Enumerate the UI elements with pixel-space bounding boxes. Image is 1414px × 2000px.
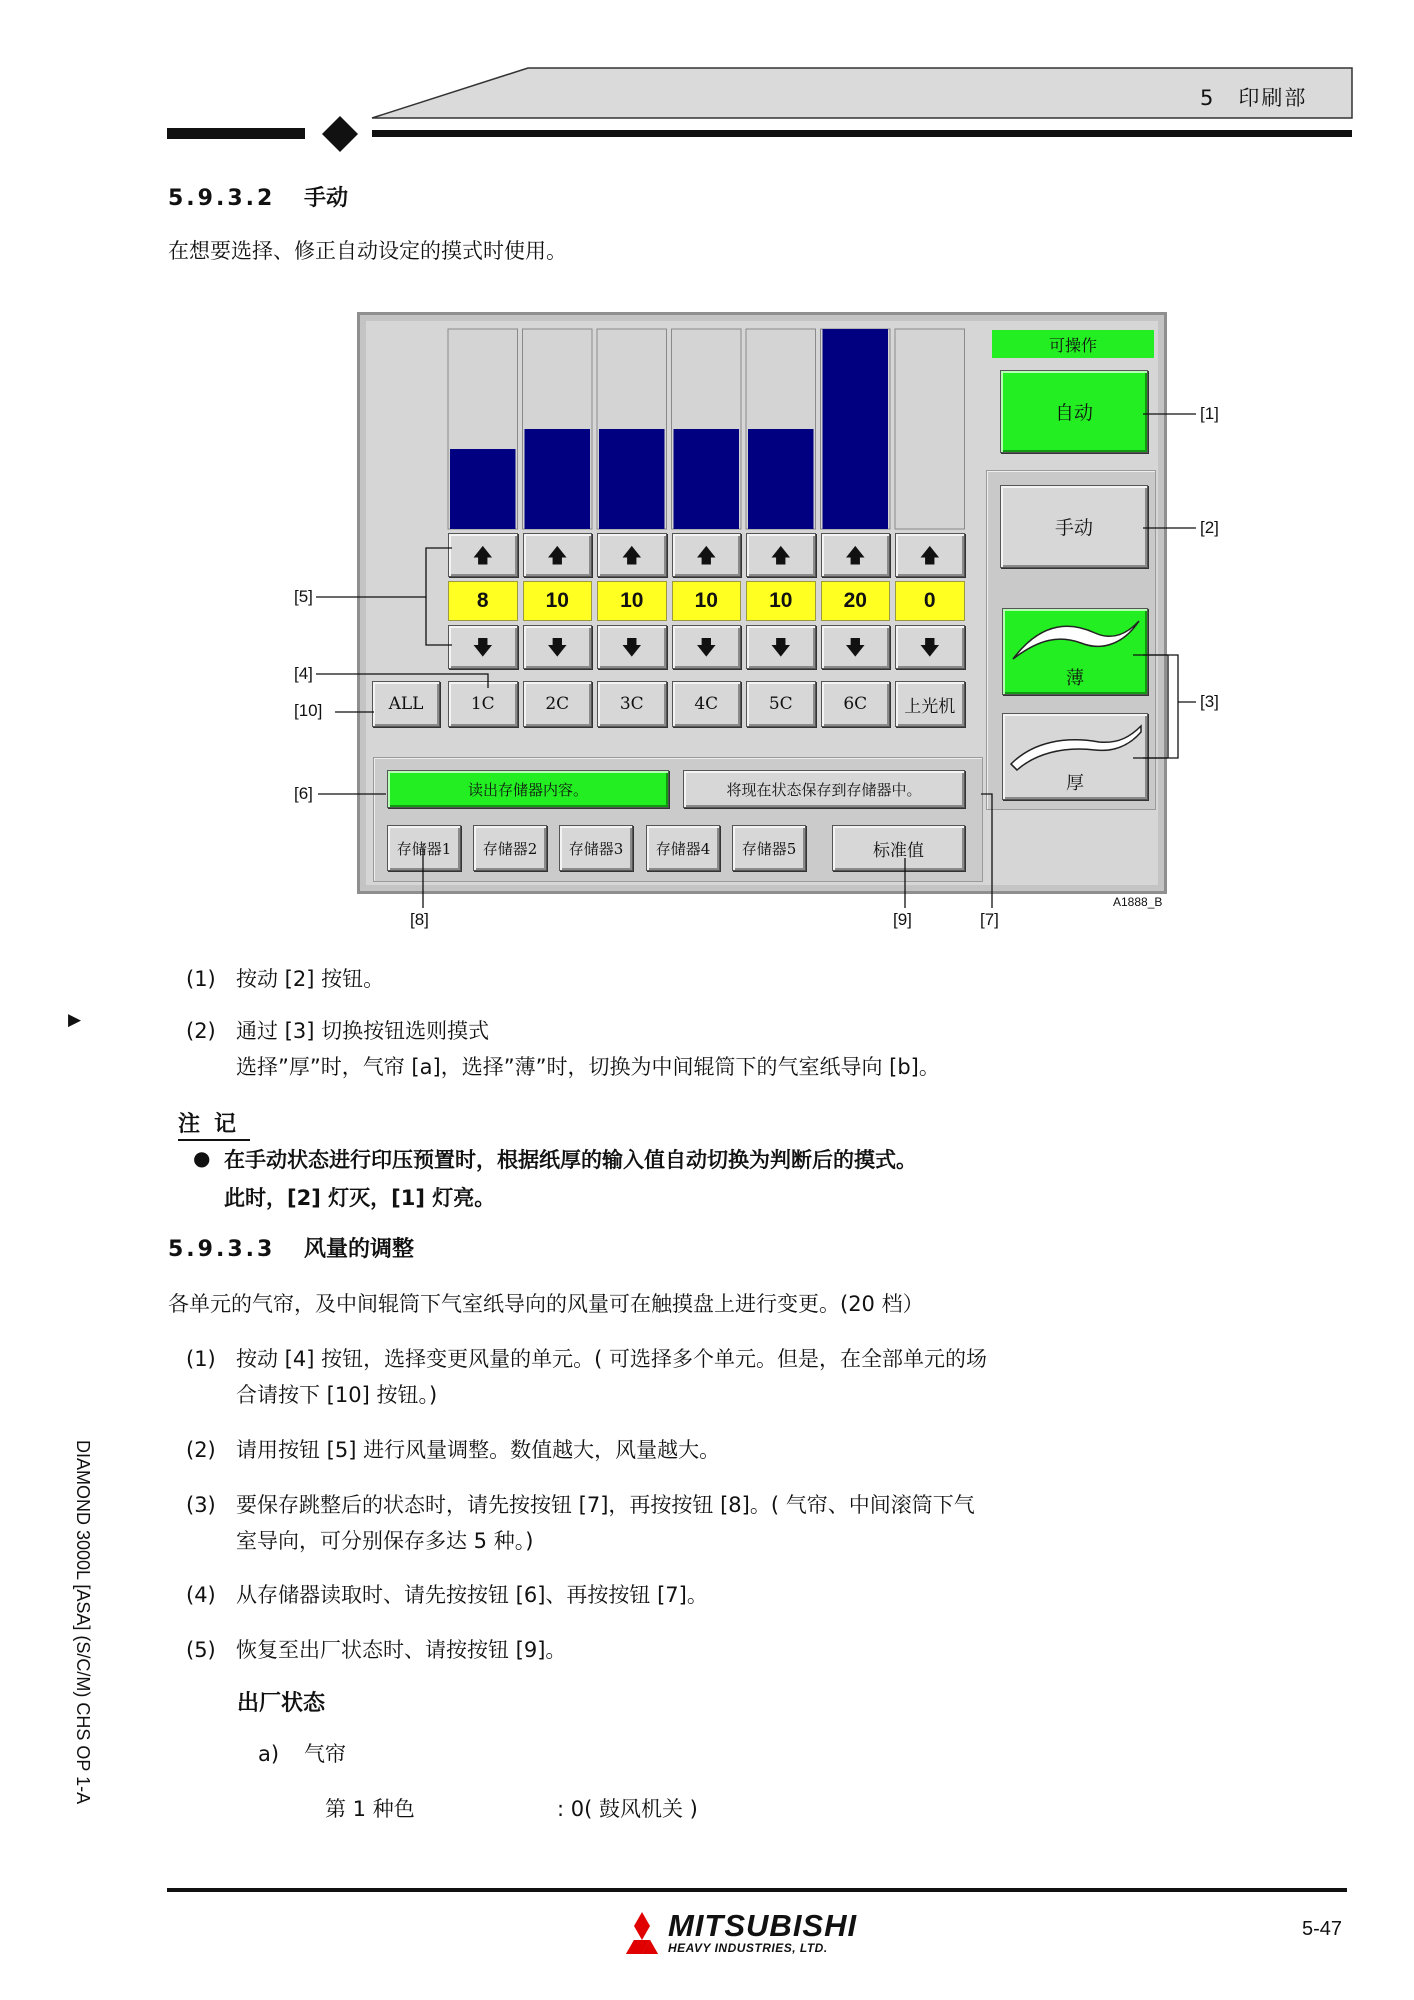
unit-button[interactable]: 3C [597,681,667,727]
arrow-up-icon: 🡅 [546,543,568,567]
memory-button[interactable]: 存储器1 [387,825,461,871]
step-number: (5) [186,1638,216,1662]
brand-name: MITSUBISHI [668,1908,858,1943]
unit-button[interactable]: 上光机 [895,681,965,727]
unit-button[interactable]: 6C [821,681,891,727]
arrow-up-icon: 🡅 [844,543,866,567]
footer-rule [167,1888,1347,1892]
item-text: 气帘 [304,1742,346,1766]
callout-9: [9] [893,910,912,929]
factory-item-a [258,1738,346,1768]
air-volume-value: 0 [895,581,965,621]
status-label: 可操作 [992,330,1154,358]
factory-state-title: 出厂状态 [237,1691,326,1716]
manual-button[interactable]: 手动 [1000,485,1148,568]
air-volume-value: 10 [597,581,667,621]
arrow-down-icon: 🡇 [546,635,568,659]
section-intro: 各单元的气帘，及中间辊筒下气室纸导向的风量可在触摸盘上进行变更。(20 档） [168,1292,924,1316]
unit-button[interactable]: 2C [523,681,593,727]
section-heading-air [168,1232,414,1263]
callout-8: [8] [410,910,429,929]
callout-7: [7] [980,910,999,929]
memory-button[interactable]: 存储器5 [732,825,806,871]
factory-row [325,1793,698,1823]
row-label: 第 1 种色 [325,1797,415,1821]
arrow-up-icon: 🡅 [621,543,643,567]
memory-button[interactable]: 存储器2 [473,825,547,871]
callout-5: [5] [294,587,313,606]
thin-label: 薄 [1066,668,1084,689]
document-code: DIAMOND 3000L [ASA] (S/C/M) CHS OP 1-A [73,1440,93,1805]
arrow-down-icon: 🡇 [695,635,717,659]
item-label: a) [258,1742,280,1766]
auto-button[interactable]: 自动 [1000,370,1148,453]
step-text: 请用按钮 [5] 进行风量调整。数值越大，风量越大。 [236,1438,721,1462]
note-line: 此时，[2] 灯灭，[1] 灯亮。 [224,1186,496,1210]
unit-button-all[interactable]: ALL [372,681,440,727]
step-text: 通过 [3] 切换按钮选则摸式 选择”厚”时，气帘 [a]，选择”薄”时，切换为中间辊筒下的气室纸导向 [b]。 [236,1019,940,1079]
step-number: (1) [186,967,216,991]
section-number: 5.9.3.2 [168,186,276,211]
unit-button[interactable]: 4C [672,681,742,727]
step-text: 恢复至出厂状态时、请按按钮 [9]。 [236,1638,567,1662]
callout-3: [3] [1200,692,1219,711]
unit-button[interactable]: 5C [746,681,816,727]
section-intro: 在想要选择、修正自动设定的摸式时使用。 [168,239,567,263]
arrow-up-icon: 🡅 [472,543,494,567]
page-number: 5-47 [1302,1918,1343,1940]
step-number: (2) [186,1019,216,1043]
figure-id: A1888_B [1113,895,1163,909]
note-bullet: ● [193,1146,211,1170]
callout-10: [10] [294,701,323,720]
arrow-down-icon: 🡇 [621,635,643,659]
section-number: 5.9.3.3 [168,1237,276,1262]
arrow-down-icon: 🡇 [844,635,866,659]
memory-button[interactable]: 存储器4 [646,825,720,871]
arrow-up-icon: 🡅 [770,543,792,567]
read-memory-button[interactable]: 读出存储器内容。 [387,770,669,808]
change-marker: ▶ [68,1010,82,1030]
thick-label: 厚 [1066,773,1084,794]
note-line: 在手动状态进行印压预置时，根据纸厚的输入值自动切换为判断后的摸式。 [224,1148,917,1172]
step-text: 按动 [2] 按钮。 [236,967,385,991]
callout-6: [6] [294,784,313,803]
standard-value-button[interactable]: 标准值 [832,825,965,871]
row-value: : 0( 鼓风机关 ) [557,1797,698,1821]
arrow-down-icon: 🡇 [919,635,941,659]
step-number: (4) [186,1583,216,1607]
chapter-title: 5 印刷部 [1200,86,1308,110]
save-memory-button[interactable]: 将现在状态保存到存储器中。 [683,770,965,808]
note-title: 注记 [178,1107,250,1141]
step-number: (3) [186,1493,216,1517]
memory-button[interactable]: 存储器3 [559,825,633,871]
section-title: 手动 [304,186,349,211]
arrow-down-icon: 🡇 [770,635,792,659]
step-number: (1) [186,1347,216,1371]
callout-4: [4] [294,664,313,683]
step-text: 按动 [4] 按钮，选择变更风量的单元。( 可选择多个单元。但是，在全部单元的场 合请按下 [10] 按钮。) [236,1347,987,1407]
callout-2: [2] [1200,518,1219,537]
unit-button[interactable]: 1C [448,681,518,727]
air-volume-value: 10 [672,581,742,621]
air-volume-value: 10 [523,581,593,621]
brand-subtitle: HEAVY INDUSTRIES, LTD. [668,1941,828,1955]
air-volume-value: 10 [746,581,816,621]
section-title: 风量的调整 [304,1237,415,1262]
arrow-down-icon: 🡇 [472,635,494,659]
air-volume-value: 8 [448,581,518,621]
step-text: 要保存跳整后的状态时，请先按按钮 [7]，再按按钮 [8]。( 气帘、中间滚筒下气 室导向，可分别保存多达 5 种。) [236,1493,975,1553]
air-volume-value: 20 [821,581,891,621]
step-text: 从存储器读取时、请先按按钮 [6]、再按按钮 [7]。 [236,1583,708,1607]
callout-1: [1] [1200,404,1219,423]
arrow-up-icon: 🡅 [919,543,941,567]
step-number: (2) [186,1438,216,1462]
arrow-up-icon: 🡅 [695,543,717,567]
